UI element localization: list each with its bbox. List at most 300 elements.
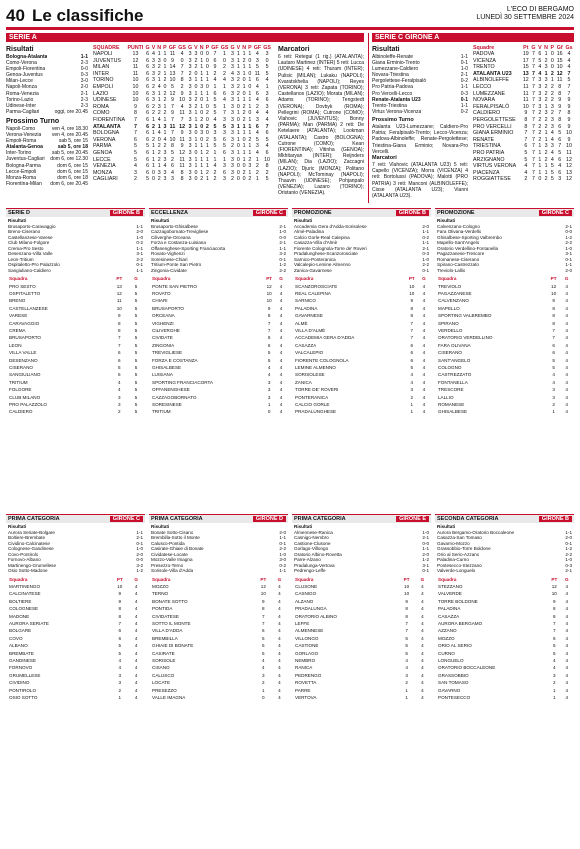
table-cell: 1 bbox=[544, 163, 548, 170]
table-cell: 7 bbox=[171, 103, 174, 110]
table-row bbox=[151, 679, 286, 686]
table-cell: 0 bbox=[242, 176, 246, 183]
table-cell: LEMINE ALMENNO bbox=[295, 364, 336, 370]
table-row bbox=[151, 349, 286, 356]
table-cell: CALDIERO bbox=[9, 409, 33, 415]
table-cell: 2 bbox=[405, 680, 408, 686]
table-cell: ALBINOLEFFE bbox=[473, 77, 509, 84]
table-cell: 1 bbox=[236, 64, 240, 71]
table-cell: 4 bbox=[550, 136, 554, 143]
table-cell: STEZZANO bbox=[438, 584, 463, 589]
table-cell: 1 bbox=[152, 156, 155, 163]
table-cell: 5 bbox=[118, 643, 122, 649]
result-score: 3-2 bbox=[136, 562, 143, 568]
table-row bbox=[151, 672, 286, 679]
table-cell: 1 bbox=[405, 695, 408, 701]
table-cell: NOVARA bbox=[473, 97, 495, 104]
table-cell: 7 bbox=[171, 117, 174, 124]
table-cell: 4 bbox=[538, 70, 542, 77]
table-cell: 1 bbox=[157, 163, 161, 170]
result-score: 0-2 bbox=[460, 78, 468, 85]
table-cell: 7 bbox=[532, 176, 535, 183]
table-cell: 1 bbox=[163, 103, 167, 110]
table-cell: 4 bbox=[279, 335, 283, 341]
table-cell: 5 bbox=[213, 143, 217, 150]
table-header-cell: Squadra bbox=[438, 576, 457, 582]
table-cell: TORINO bbox=[93, 77, 114, 84]
table-cell: 2 bbox=[255, 163, 259, 170]
results-title: Risultati bbox=[437, 524, 456, 529]
table-cell: 5 bbox=[134, 327, 138, 333]
table-cell: 6 bbox=[552, 342, 555, 348]
table-cell: 2 bbox=[265, 169, 269, 176]
table-cell: 12 bbox=[179, 123, 186, 130]
table-cell: 3 bbox=[231, 136, 234, 143]
table-row bbox=[8, 327, 143, 334]
table-cell: 6 bbox=[146, 110, 150, 117]
table-cell: 4 bbox=[279, 320, 283, 326]
table-cell: 1 bbox=[200, 169, 204, 176]
table-cell: 10 bbox=[116, 305, 122, 311]
table-cell: 3 bbox=[405, 672, 408, 678]
table-cell: 10 bbox=[551, 591, 557, 597]
table-cell: PRADALUNGHESE bbox=[295, 409, 337, 415]
table-cell: 0 bbox=[180, 57, 184, 64]
table-cell: 7 bbox=[558, 110, 562, 117]
table-row bbox=[437, 401, 572, 408]
result-row bbox=[8, 268, 143, 274]
table-header-row bbox=[437, 275, 572, 283]
result-score: 1-1 bbox=[565, 529, 572, 535]
table-cell: 2 bbox=[194, 97, 198, 104]
result-match: Como-Verona bbox=[6, 60, 37, 67]
table-cell: 4 bbox=[157, 117, 161, 124]
result-match: Castione-Clusone bbox=[294, 540, 331, 546]
table-cell: 6 bbox=[558, 169, 562, 176]
result-score: 0-0 bbox=[80, 66, 88, 73]
table-cell: 4 bbox=[279, 327, 283, 333]
table-cell: FOLGORE bbox=[9, 387, 32, 393]
table-cell: 5 bbox=[134, 357, 138, 363]
table-cell: 3 bbox=[188, 57, 192, 64]
table-cell: 0 bbox=[200, 97, 204, 104]
result-match: Torino-Lazio bbox=[6, 96, 34, 103]
table-cell: 2 bbox=[550, 90, 554, 97]
table-cell: 3 bbox=[267, 394, 271, 400]
fixture-match: Lecce-Empoli bbox=[6, 168, 37, 175]
result-match: Genoa-Juventus bbox=[6, 72, 43, 79]
result-score: 1-1 bbox=[460, 84, 468, 91]
table-cell: 6 bbox=[146, 77, 150, 84]
table-cell: 3 bbox=[188, 176, 192, 183]
table-cell: 4 bbox=[421, 672, 424, 678]
table-cell: 2 bbox=[163, 90, 167, 97]
table-cell: 3 bbox=[171, 176, 174, 183]
result-score: 3-1 bbox=[422, 562, 429, 568]
table-cell: 1 bbox=[200, 150, 204, 156]
table-cell: 9 bbox=[180, 130, 184, 137]
table-cell: 4 bbox=[565, 409, 568, 415]
table-row bbox=[472, 170, 574, 177]
result-row bbox=[151, 268, 286, 274]
table-header-cell: G bbox=[187, 45, 193, 51]
table-cell: SORESINESE bbox=[152, 402, 182, 407]
table-cell: MAPELLO bbox=[438, 305, 460, 311]
table-cell: LUISIANA bbox=[152, 372, 173, 378]
table-cell: 8 bbox=[552, 313, 555, 319]
table-row bbox=[151, 605, 286, 612]
table-header-cell: GS bbox=[263, 45, 271, 51]
table-cell: 5 bbox=[134, 313, 138, 319]
table-row bbox=[294, 627, 429, 634]
table-cell: 8 bbox=[262, 606, 265, 612]
table-cell: 2 bbox=[544, 176, 548, 183]
table-cell: 4 bbox=[565, 606, 569, 612]
table-cell: 4 bbox=[134, 672, 138, 678]
table-cell: 4 bbox=[422, 298, 426, 304]
table-row bbox=[437, 613, 572, 620]
table-cell: 5 bbox=[133, 150, 137, 156]
table-cell: 6 bbox=[405, 635, 408, 641]
table-row bbox=[92, 51, 272, 58]
table-cell: 2 bbox=[552, 402, 555, 407]
table-cell: 4 bbox=[538, 64, 542, 71]
table-cell: 8 bbox=[558, 117, 562, 124]
table-cell: PRESEZZO bbox=[152, 687, 177, 693]
table-cell: 2 bbox=[544, 84, 548, 91]
table-cell: 4 bbox=[565, 327, 568, 333]
table-cell: 5 bbox=[134, 350, 138, 356]
table-cell: 10 bbox=[132, 97, 139, 104]
table-row bbox=[151, 657, 286, 664]
table-row bbox=[472, 157, 574, 164]
fixture-score: dom 6, ore 12.30 bbox=[50, 156, 88, 163]
table-cell: 3 bbox=[231, 150, 234, 156]
table-cell: 5 bbox=[134, 283, 138, 289]
table-cell: 4 bbox=[134, 621, 138, 627]
table-cell: 6 bbox=[146, 70, 150, 77]
table-cell: 1 bbox=[236, 57, 240, 64]
table-cell: 4 bbox=[421, 658, 424, 664]
table-cell: 1 bbox=[242, 156, 246, 163]
table-row bbox=[294, 657, 429, 664]
table-cell: 4 bbox=[565, 635, 569, 641]
table-cell: 2 bbox=[524, 176, 528, 183]
result-match: Gavarno-Mozzo bbox=[437, 540, 470, 546]
result-match: Sarnico-Ponteranica bbox=[294, 256, 336, 262]
table-cell: 4 bbox=[278, 658, 281, 664]
table-cell: 10 bbox=[404, 584, 410, 589]
table-cell: 0 bbox=[242, 90, 246, 97]
table-cell: CASTREZZATO bbox=[438, 372, 472, 378]
table-row bbox=[8, 334, 143, 341]
table-cell: 3 bbox=[213, 130, 217, 137]
table-cell: PADOVA bbox=[473, 51, 495, 58]
league-title: SECONDA CATEGORIA bbox=[437, 516, 499, 522]
result-score: 0-3 bbox=[460, 90, 468, 97]
table-cell: 3 bbox=[550, 143, 554, 150]
table-cell: 9 bbox=[552, 298, 555, 304]
table-cell: 4 bbox=[565, 350, 568, 356]
table-cell: 8 bbox=[410, 305, 414, 311]
table-cell: 3 bbox=[152, 70, 155, 77]
table-cell: TERNO bbox=[152, 591, 169, 597]
league-table bbox=[437, 275, 572, 416]
table-cell: 4 bbox=[567, 57, 571, 64]
table-cell: 3 bbox=[163, 123, 167, 130]
table-cell: 5 bbox=[134, 402, 138, 407]
table-row bbox=[151, 401, 286, 408]
result-match: Zingonia-Cividate bbox=[151, 267, 187, 273]
table-cell: 4 bbox=[405, 658, 408, 664]
table-cell: 9 bbox=[567, 117, 571, 124]
table-row bbox=[92, 110, 272, 117]
table-cell: CLUSONE bbox=[295, 584, 318, 589]
table-cell: 3 bbox=[255, 57, 259, 64]
table-cell: 1 bbox=[538, 156, 542, 163]
table-cell: 3 bbox=[163, 169, 167, 176]
fixture-match: Empoli-Roma bbox=[6, 138, 37, 145]
table-row bbox=[437, 342, 572, 349]
table-cell: LALLIO bbox=[438, 394, 454, 400]
table-cell: 3 bbox=[544, 77, 548, 84]
result-score: 1-1 bbox=[279, 535, 286, 540]
table-cell: 4 bbox=[422, 364, 426, 370]
table-cell: 4 bbox=[565, 342, 568, 348]
table-cell: 4 bbox=[278, 687, 281, 693]
table-cell: VALLE IMAGNA bbox=[152, 695, 186, 701]
table-cell: 6 bbox=[262, 635, 265, 641]
table-cell: VERTOVA bbox=[295, 695, 317, 701]
table-cell: 7 bbox=[267, 327, 271, 333]
table-cell: 3 bbox=[157, 57, 161, 64]
table-cell: 3 bbox=[188, 51, 192, 58]
table-cell: 1 bbox=[200, 143, 204, 150]
table-cell: 10 bbox=[551, 290, 557, 296]
table-cell: 2 bbox=[236, 90, 240, 97]
table-cell: 0 bbox=[194, 84, 198, 91]
table-cell: 2 bbox=[223, 70, 226, 77]
table-header-cell: PUNTI bbox=[127, 45, 144, 51]
table-cell: AURORA BERGAMO bbox=[438, 621, 483, 627]
table-row bbox=[151, 590, 286, 597]
table-cell: 4 bbox=[265, 77, 269, 84]
table-cell: ROVATO bbox=[152, 290, 171, 296]
table-cell: 4 bbox=[278, 672, 281, 678]
table-cell: 3 bbox=[194, 51, 198, 58]
table-cell: 5 bbox=[118, 364, 121, 370]
table-cell: ALZANO bbox=[295, 598, 314, 604]
table-cell: 4 bbox=[565, 621, 569, 627]
table-cell: 6 bbox=[213, 57, 217, 64]
table-cell: 7 bbox=[223, 110, 226, 117]
table-cell: 0 bbox=[205, 117, 209, 124]
table-cell: 8 bbox=[405, 606, 408, 612]
table-cell: 5 bbox=[134, 372, 138, 378]
table-cell: 3 bbox=[544, 64, 548, 71]
table-cell: 5 bbox=[133, 143, 137, 150]
result-match: Milan-Lecce bbox=[6, 78, 33, 85]
table-cell: 7 bbox=[532, 70, 535, 77]
table-cell: 11 bbox=[179, 110, 185, 117]
result-match: Ghisalbese-Sporting Valbrembo bbox=[437, 234, 502, 240]
result-score: 1-1 bbox=[136, 223, 143, 229]
table-cell: 1 bbox=[163, 51, 167, 58]
table-cell: 2 bbox=[544, 150, 548, 156]
table-cell: COLOGNO bbox=[438, 364, 462, 370]
table-cell: 1 bbox=[157, 123, 161, 130]
table-cell: 9 bbox=[180, 143, 184, 150]
table-cell: 1 bbox=[242, 150, 246, 156]
result-match: Brembilla-Sotto il Monte bbox=[151, 535, 200, 540]
result-score: 1-0 bbox=[279, 229, 286, 234]
table-cell: 4 bbox=[231, 70, 234, 77]
table-cell: 8 bbox=[180, 77, 184, 84]
table-cell: 4 bbox=[278, 665, 281, 671]
table-cell: 4 bbox=[565, 665, 569, 671]
table-cell: 1 bbox=[410, 409, 414, 415]
table-cell: 5 bbox=[550, 176, 554, 183]
result-score: 1-2 bbox=[422, 557, 429, 562]
table-cell: 11 bbox=[179, 163, 185, 170]
table-cell: 5 bbox=[134, 409, 138, 415]
table-cell: 3 bbox=[157, 103, 161, 110]
table-cell: 0 bbox=[236, 169, 240, 176]
table-cell: 7 bbox=[532, 123, 535, 130]
table-cell: 1 bbox=[538, 169, 542, 176]
table-row bbox=[437, 635, 572, 642]
table-cell: 12 bbox=[551, 584, 557, 589]
table-row bbox=[92, 64, 272, 71]
table-cell: 0 bbox=[194, 150, 198, 156]
table-row bbox=[472, 110, 574, 117]
result-row bbox=[437, 268, 572, 274]
table-cell: 1 bbox=[248, 77, 252, 84]
table-cell: 0 bbox=[223, 57, 226, 64]
league-group: GIRONE E bbox=[396, 516, 429, 522]
result-match: Albinoleffe-Renate bbox=[372, 54, 414, 60]
table-row bbox=[151, 687, 286, 694]
table-cell: 7 bbox=[532, 77, 535, 84]
table-cell: 5 bbox=[171, 150, 174, 156]
table-cell: 0 bbox=[248, 57, 252, 64]
table-cell: 15 bbox=[522, 64, 529, 71]
table-cell: 7 bbox=[532, 57, 535, 64]
table-cell: 4 bbox=[421, 606, 424, 612]
table-cell: 4 bbox=[180, 103, 184, 110]
table-cell: 3 bbox=[188, 77, 192, 84]
table-cell: 9 bbox=[133, 103, 137, 110]
table-cell: 9 bbox=[558, 103, 562, 110]
table-header-cell: SQUADRE bbox=[93, 45, 120, 51]
table-cell: 4 bbox=[565, 695, 569, 701]
table-cell: SANGIULIANO bbox=[9, 372, 41, 378]
table-row bbox=[92, 91, 272, 98]
table-cell: PARRE bbox=[295, 687, 311, 693]
table-cell: 4 bbox=[565, 628, 569, 634]
table-cell: 1 bbox=[200, 156, 204, 163]
table-cell: 5 bbox=[262, 650, 265, 656]
table-header-row bbox=[8, 275, 143, 283]
table-row bbox=[472, 137, 574, 144]
table-cell: 7 bbox=[532, 84, 535, 91]
table-row bbox=[151, 327, 286, 334]
table-cell: 4 bbox=[422, 350, 426, 356]
result-score: 0-0 bbox=[422, 540, 429, 546]
result-score: 0-1 bbox=[422, 568, 429, 573]
fixture-match: Verona-Venezia bbox=[6, 132, 42, 139]
table-cell: 0 bbox=[236, 156, 240, 163]
result-match: Spirano-Castrezzato bbox=[437, 262, 479, 267]
table-cell: TRITIUM bbox=[9, 379, 28, 385]
table-cell: 1 bbox=[242, 70, 246, 77]
result-match: Sangiuliano-Caldiero bbox=[8, 267, 51, 273]
table-row bbox=[92, 150, 272, 157]
table-row bbox=[437, 590, 572, 597]
table-cell: 1 bbox=[553, 695, 556, 701]
table-cell: 4 bbox=[422, 402, 426, 407]
result-match: Pontesecco-Stezzano bbox=[437, 562, 482, 568]
table-cell: 3 bbox=[118, 394, 121, 400]
table-cell: 5 bbox=[213, 123, 217, 130]
table-cell: 6 bbox=[146, 117, 150, 124]
table-cell: 2 bbox=[163, 97, 167, 104]
table-cell: 6 bbox=[553, 635, 556, 641]
table-cell: 1 bbox=[236, 110, 240, 117]
table-cell: 3 bbox=[188, 90, 192, 97]
result-score: 2-1 bbox=[565, 568, 572, 573]
table-cell: 2 bbox=[157, 70, 161, 77]
table-cell: CASAZZA bbox=[295, 342, 317, 348]
table-cell: 4 bbox=[278, 628, 281, 634]
table-cell: 0 bbox=[236, 117, 240, 124]
result-row bbox=[294, 568, 429, 574]
result-match: Pro Vercelli-Lecco bbox=[372, 90, 413, 97]
table-row bbox=[294, 290, 429, 297]
table-cell: ROGGIATTESE bbox=[473, 176, 511, 183]
table-cell: ALBANO bbox=[9, 643, 28, 649]
result-score: 0-1 bbox=[565, 540, 572, 546]
table-row bbox=[151, 290, 286, 297]
table-cell: BOLGARE bbox=[9, 628, 32, 634]
table-cell: 8 bbox=[118, 320, 121, 326]
table-cell: 1 bbox=[267, 402, 271, 407]
table-cell: 2 bbox=[236, 84, 240, 91]
table-cell: 3 bbox=[552, 387, 555, 393]
table-cell: 10 bbox=[117, 584, 123, 589]
table-row bbox=[294, 305, 429, 312]
table-cell: 1 bbox=[255, 176, 259, 183]
table-cell: 3 bbox=[223, 117, 226, 124]
table-cell: 3 bbox=[265, 103, 269, 110]
result-score: 1-1 bbox=[422, 240, 429, 245]
table-cell: 1 bbox=[194, 163, 198, 170]
table-cell: 4 bbox=[524, 169, 528, 176]
table-cell: 3 bbox=[538, 103, 542, 110]
table-cell: VERONA bbox=[93, 136, 116, 143]
table-cell: 10 bbox=[264, 156, 270, 163]
table-row bbox=[472, 176, 574, 183]
results-title: Risultati bbox=[8, 524, 27, 529]
scorers-text: 7 reti: Vlahovic (ATALANTA U23) 5 reti: Capello (VICENZA); Morra (VICENZA) 4 reti: Bortolussi (PADOVA); Malotti (PRO PATRIA) 3 reti: Manconi (ALBINOLEFFE); Cisse (ATALANTA U23); Vianni (ATALANTA U23). bbox=[372, 161, 468, 199]
table-cell: 4 bbox=[421, 643, 424, 649]
table-row bbox=[8, 687, 143, 694]
table-cell: 9 bbox=[171, 110, 174, 117]
result-match: Calcio Gorle-Real Calepina bbox=[294, 234, 350, 240]
league-box-body bbox=[6, 523, 145, 845]
table-cell: 4 bbox=[279, 372, 283, 378]
table-cell: 4 bbox=[421, 598, 424, 604]
